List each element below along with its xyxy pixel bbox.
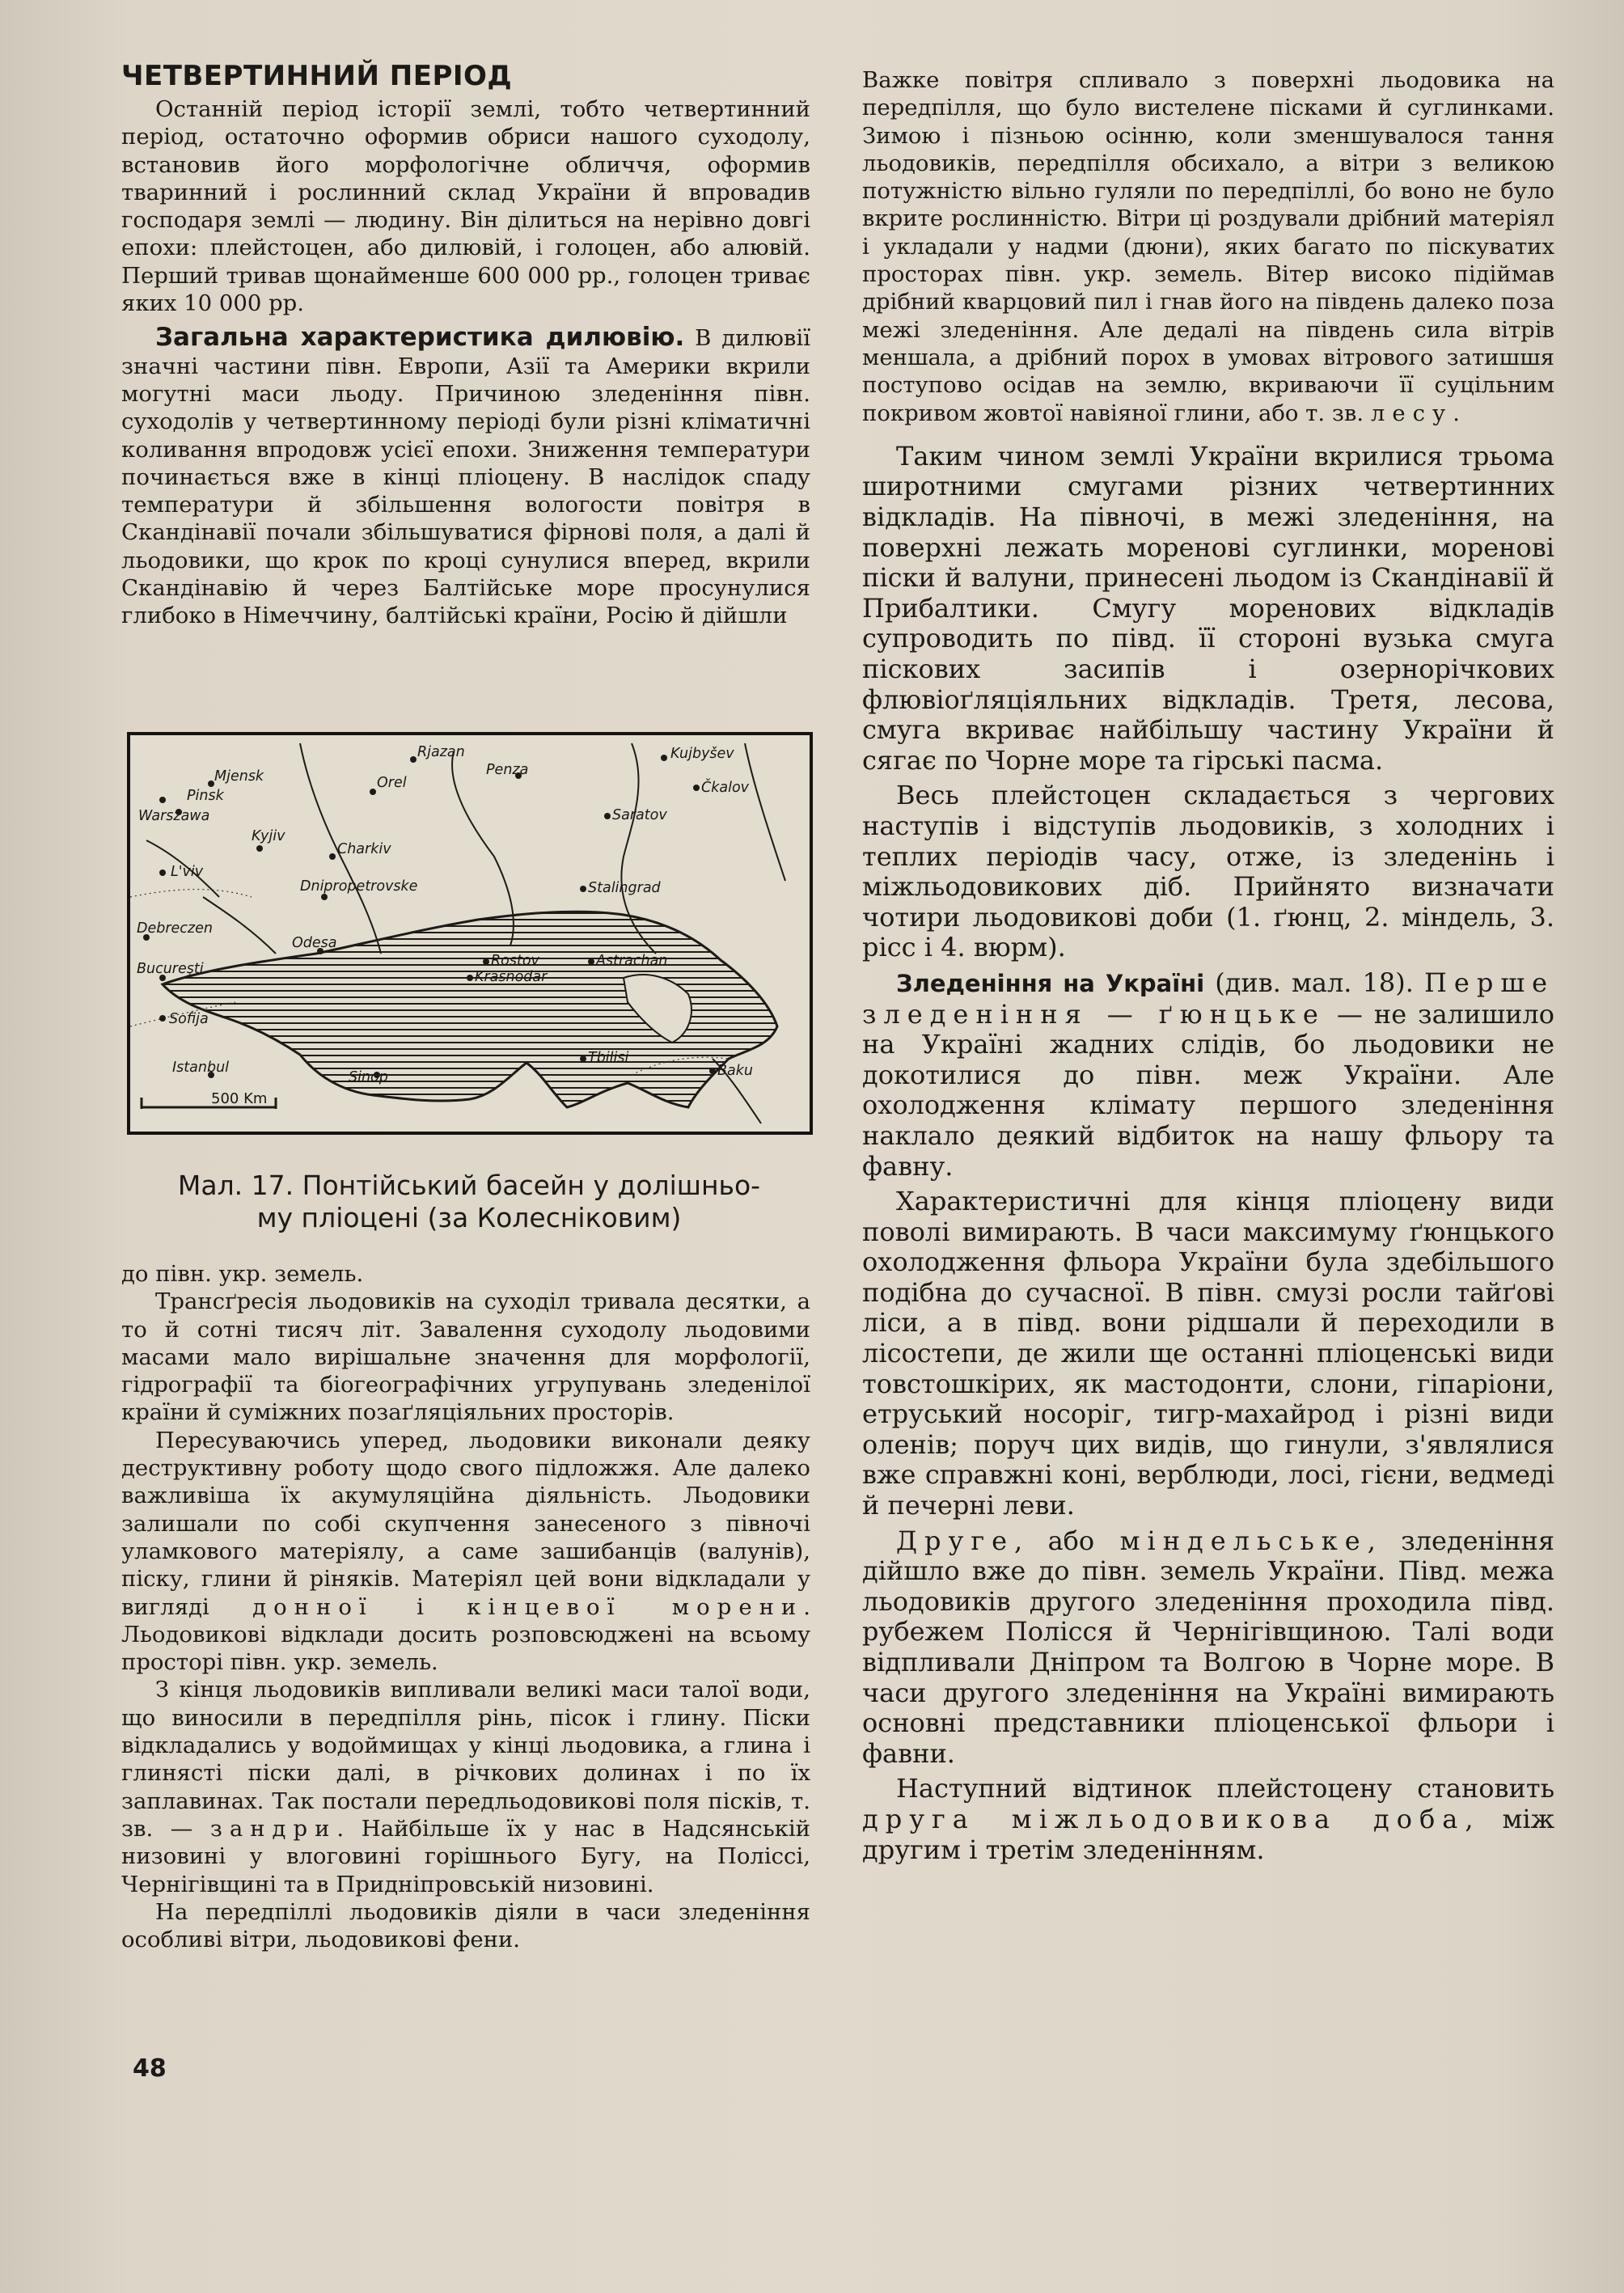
svg-text:Čkalov: Čkalov [701, 780, 750, 796]
svg-text:Baku: Baku [717, 1063, 753, 1079]
paragraph-continuation: до півн. укр. земель. [121, 1261, 364, 1287]
caption-line-1: Мал. 17. Понтійський басейн у долішньо- [177, 1170, 761, 1201]
svg-text:L'viv: L'viv [171, 864, 204, 880]
svg-text:Debreczen: Debreczen [137, 920, 213, 937]
svg-text:Tbilisi: Tbilisi [588, 1050, 629, 1066]
svg-text:Krasnodar: Krasnodar [475, 969, 548, 985]
caption-line-2: му пліоцені (за Колесніковим) [256, 1202, 682, 1233]
term-ground-moraine: донної [252, 1593, 374, 1620]
left-column-top [121, 58, 810, 630]
svg-text:Rostov: Rostov [491, 953, 539, 969]
page-number: 48 [133, 2054, 167, 2083]
map-scale-label: 500 Km [211, 1090, 268, 1107]
svg-text:Stalingrad: Stalingrad [588, 880, 661, 896]
svg-text:Rjazan: Rjazan [417, 744, 465, 760]
pontic-basin-map [127, 732, 813, 1135]
svg-text:Pinsk: Pinsk [187, 788, 224, 804]
paragraph-gunz: Зледеніння на Україні (див. мал. 18). Перше зледеніння — ґюнцьке — не залишило на Україні жадних слідів, бо льодовики не докотилися до півн. меж України. Але охолодження клімату першого зледеніння наклало деякий відбиток на нашу фльору та фавну. [862, 967, 1555, 1182]
svg-text:Orel: Orel [377, 775, 407, 791]
paragraph-diluvium [121, 324, 810, 629]
diluvium-subheading: Загальна характеристика дилювію. [155, 323, 685, 353]
svg-text:Dnipropetrovske: Dnipropetrovske [300, 878, 418, 895]
svg-text:Bucureşti: Bucureşti [137, 961, 204, 977]
paragraph-transgression: Трансґресія льодовиків на суходіл тривала десятки, а то й сотні тисяч літ. Завалення суходолу льодовими масами мало вирішальне значення для морфології, гідрографії та біогеографічних угрупувань зледенілої країни й суміжних позаґляціяльних просторів. [121, 1288, 810, 1426]
svg-text:Sinop: Sinop [349, 1069, 388, 1085]
paragraph-interglacial: Наступний відтинок плейстоцену становить друга міжльодовикова доба, між другим і третім зледенінням. [862, 1773, 1555, 1865]
svg-text:Mjensk: Mjensk [214, 768, 264, 785]
map-drawing [130, 735, 810, 1132]
paragraph-foehn-winds: На передпіллі льодовиків діяли в часи зледеніння особливі вітри, льодовикові фени. [121, 1898, 810, 1953]
svg-text:Istanbul: Istanbul [172, 1060, 230, 1076]
paragraph-pliocene-species: Характеристичні для кінця пліоцену види поволі вимирають. В часи максимуму ґюнцького охолодження фльора України була здебільшого подібна до сучасної. В півн. смузі росли тайґові ліси, а в півд. вони рідшали й переходили в лісостепи, де жили ще останні пліоценські види товстошкірих, як мастодонти, слони, гіпаріони, етруський носоріг, тигр-махайрод і різні види оленів; поруч цих видів, що гинули, з'являлися вже справжні коні, верблюди, лосі, гієни, ведмеді й печерні леви. [862, 1186, 1554, 1521]
svg-text:Kujbyšev: Kujbyšev [670, 746, 734, 762]
right-column [862, 66, 1554, 1865]
figure-caption [113, 1170, 825, 1234]
paragraph-sandurs: З кінця льодовиків випливали великі маси талої води, що виносили в передпілля рінь, пісок і глину. Піски відкладались у водоймищах у кінці льодовика, а глина і глинясті піски далі, в річкових долинах і по їх заплавинах. Так постали передльодовикові поля пісків, т. зв. — зандри. Найбільше їх у нас в Надсянській низовині у влоговині горішнього Бугу, на Поліссі, Чернігівщині та в Придніпровській низовині. [121, 1677, 810, 1897]
section-title: ЧЕТВЕРТИННИЙ ПЕРІОД [121, 60, 513, 92]
term-end-moraine: кінцевої морени [467, 1593, 804, 1620]
svg-text:Saratov: Saratov [612, 807, 667, 823]
glaciation-subheading: Зледеніння на Україні [896, 969, 1205, 997]
svg-text:Charkiv: Charkiv [337, 841, 391, 857]
term-sandurs: зандри [209, 1815, 337, 1842]
term-second-interglacial: друга міжльодовикова доба [862, 1803, 1465, 1834]
svg-text:Kyjiv: Kyjiv [252, 828, 285, 844]
paragraph-loess: Важке повітря спливало з поверхні льодовика на передпілля, що було вистелене пісками й суглинками. Зимою і пізньою осінню, коли зменшувалося тання льодовиків, передпілля обсихало, а вітри з великою потужністю вільно гуляли по передпіллі, бо воно не було вкрите рослинністю. Вітри ці роздували дрібний матеріял і укладали у надми (дюни), яких багато по піскуватих просторах півн. укр. земель. Вітер високо підіймав дрібний кварцовий пил і гнав його на південь далеко поза межі зледеніння. Але дедалі на південь сила вітрів меншала, а дрібний порох в умовах вітрового затишшя поступово осідав на землю, вкриваючи її суцільним покривом жовтої навіяної глини, або т. зв. лесу. [862, 67, 1554, 426]
svg-text:Astrachan: Astrachan [596, 953, 668, 969]
term-loess: лесу [1370, 400, 1453, 426]
term-first-glaciation: Перше зледеніння — ґюнцьке [862, 967, 1554, 1030]
term-mindel: міндельське [1119, 1525, 1368, 1556]
paragraph-four-glaciations: Весь плейстоцен складається з чергових наступів і відступів льодовиків, з холодних і теплих періодів часу, отже, із зледенінь і міжльодовикових діб. Прийнято визначати чотири льодовикові доби (1. ґюнц, 2. міндель, 3. рісс і 4. вюрм). [862, 780, 1554, 963]
paragraph-intro: Останній період історії землі, тобто четвертинний період, остаточно оформив обриси нашого суходолу, встановив його морфологічне обличчя, оформив тваринний і рослинний склад України й впровадив господаря землі — людину. Він ділиться на нерівно довгі епохи: плейстоцен, або дилювій, і голоцен, або алювій. Перший тривав щонайменше 600 000 рр., голоцен триває яких 10 000 рр. [121, 96, 810, 317]
svg-text:Warszawa: Warszawa [138, 808, 210, 824]
svg-text:Penza: Penza [486, 762, 529, 778]
term-second: Друге [896, 1525, 1015, 1556]
paragraph-moraines: Пересуваючись уперед, льодовики виконали деяку деструктивну роботу щодо свого підложжя. Але далеко важливіша їх акумуляційна діяльність. Льодовики залишали по собі скупчення занесеного з півночі уламкового матеріялу, а саме зашибанців (валунів), піску, глини й ріняків. Матеріял цей вони відкладали у вигляді донної і кінцевої морени. Льодовикові відклади досить розповсюджені на всьому просторі півн. укр. земель. [121, 1427, 810, 1676]
paragraph-three-belts: Таким чином землі України вкрилися трьома широтними смугами різних четвертинних відкладів. На півночі, в межі зледеніння, на поверхні лежать моренові суглинки, моренові піски й валуни, принесені льодом із Скандінавії й Прибалтики. Смугу моренових відкладів супроводить по півд. її стороні вузька смуга піскових засипів і озернорічкових флювіоґляціяльних відкладів. Третя, лесова, смуга вкриває найбільшу частину України й сягає по Чорне море та гірські пасма. [862, 440, 1554, 776]
paragraph-mindel: Друге, або міндельське, зледеніння дійшло вже до півн. земель України. Півд. межа льодовиків другого зледеніння проходила півд. рубежем Полісся й Чернігівщиною. Талі води відпливали Дніпром та Волгою в Чорне море. В часи другого зледеніння на Україні вимирають основні представники пліоценської фльори і фавни. [862, 1525, 1554, 1769]
svg-text:Odesa: Odesa [292, 935, 337, 951]
left-column-bottom [121, 1260, 810, 1953]
svg-text:Sofija: Sofija [169, 1011, 209, 1027]
diluvium-text: В дилювії значні частини півн. Европи, Азії та Америки вкрили могутні маси льоду. Причиною зледеніння півн. суходолів у четвертинному періоді були різні кліматичні коливання впродовж усієї епохи. Зниження температури починається вже в кінці пліоцену. В наслідок спаду температури й збільшення вологости повітря в Скандінавії почали збільшуватися фірнові поля, а далі й льодовики, що крок по кроці сунулися вперед, вкрили Скандінавію й через Балтійське море просунулися глибоко в Німеччину, балтійські країни, Росію й дійшли [121, 325, 810, 629]
